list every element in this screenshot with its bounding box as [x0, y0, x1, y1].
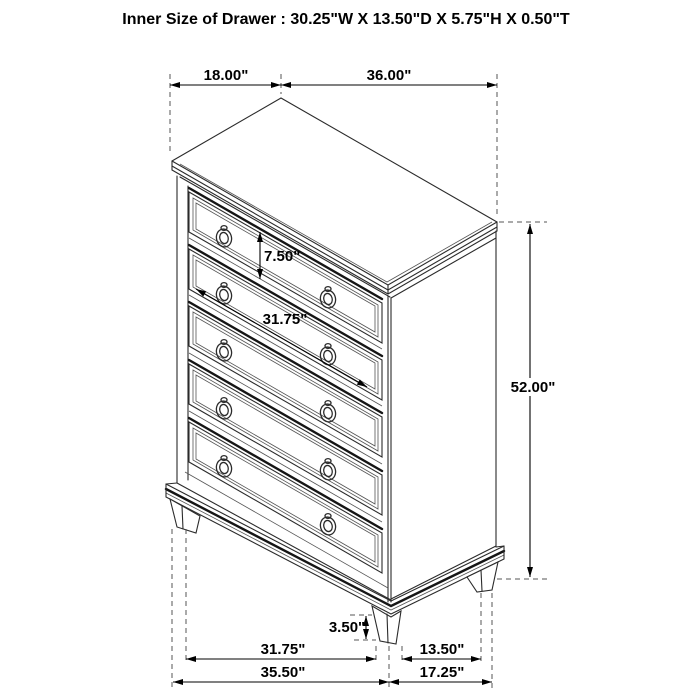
diagram-title: Inner Size of Drawer : 30.25"W X 13.50"D X 5.75"H X 0.50"T: [122, 11, 570, 28]
dim-drawer-height-label: 7.50": [264, 248, 301, 265]
dim-base-front-outer-label: 35.50": [260, 664, 306, 681]
dim-base-side-inner-label: 13.50": [419, 641, 465, 658]
top-dimensions: [170, 67, 497, 218]
dim-drawer-width-label: 31.75": [262, 311, 308, 328]
dim-base-front-inner-label: 31.75": [260, 641, 306, 658]
dim-leg-height-label: 3.50": [328, 619, 366, 636]
bottom-dimensions: [172, 529, 492, 689]
dim-top-depth-label: 18.00": [203, 67, 249, 84]
dim-overall-height-label: 52.00": [510, 379, 556, 396]
height-dimension: [497, 222, 560, 579]
dim-base-side-outer-label: 17.25": [419, 664, 465, 681]
dresser-drawing: [166, 98, 504, 644]
dim-top-width-label: 36.00": [366, 67, 412, 84]
